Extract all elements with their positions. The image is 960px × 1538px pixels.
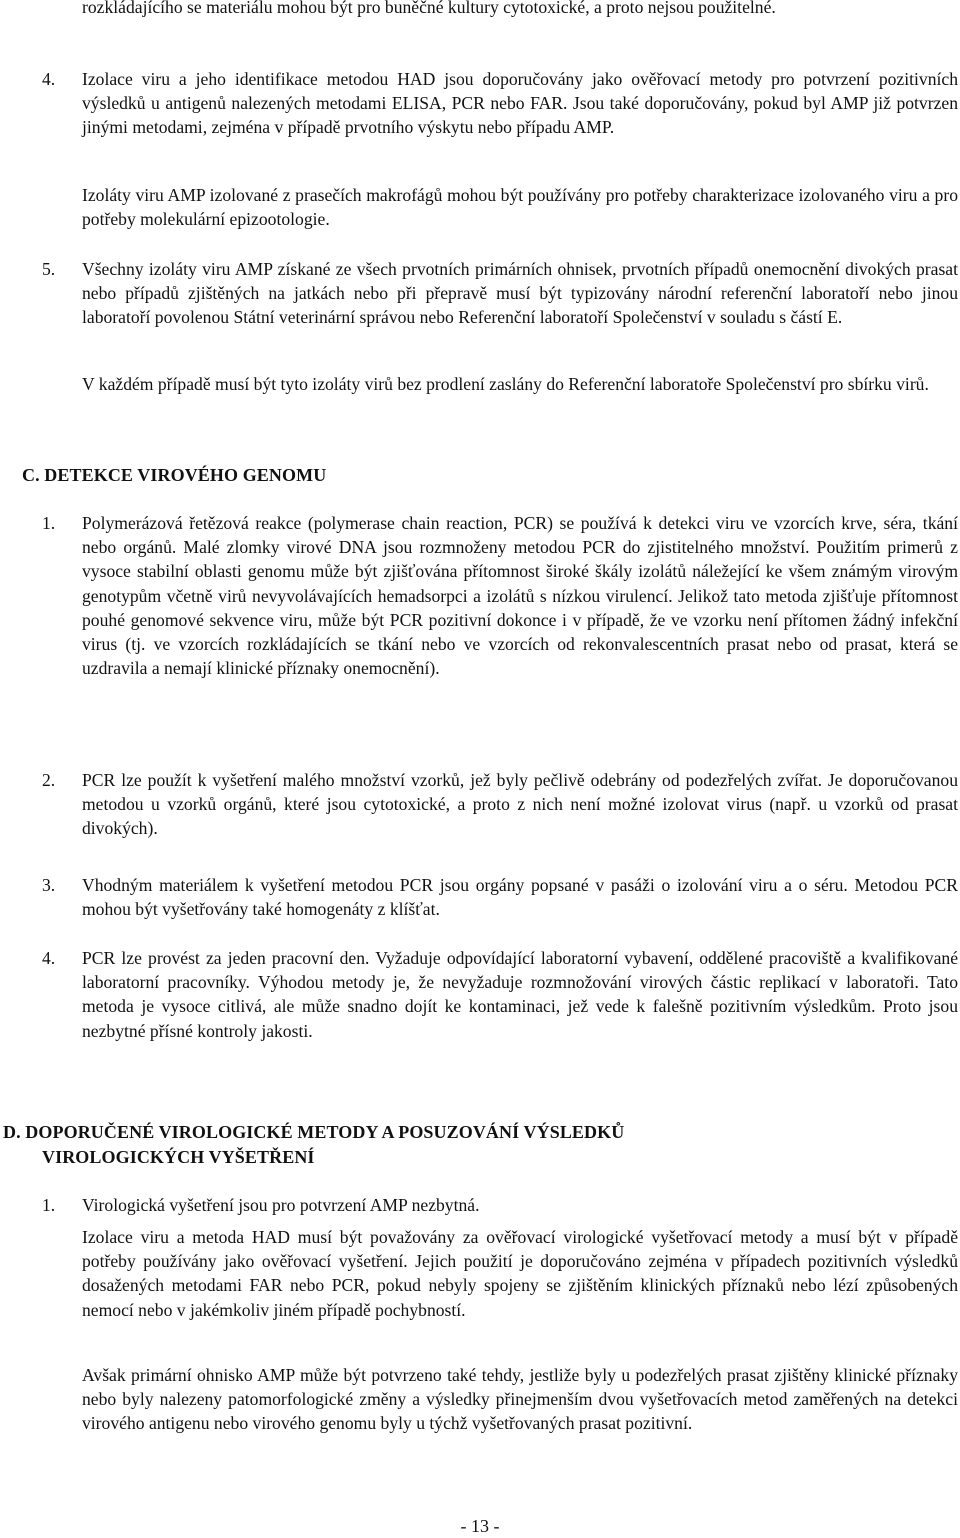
- list-item-paragraph: Izolace viru a jeho identifikace metodou HAD jsou doporučovány jako ověřovací metody pro potvrzení pozitivních výsledků u antigenů nalezených metodami ELISA, PCR nebo FAR. Jsou také doporučovány, pokud byl AMP již potvrzen jinými metodami, zejména v případě prvotního výskytu nebo případu AMP.: [82, 69, 958, 138]
- section-heading: D. DOPORUČENÉ VIROLOGICKÉ METODY A POSUZOVÁNÍ VÝSLEDKŮ: [3, 1122, 625, 1142]
- page-number: - 13 -: [460, 1516, 500, 1536]
- list-item-paragraph: Avšak primární ohnisko AMP může být potvrzeno také tehdy, jestliže byly u podezřelých prasat zjištěny klinické příznaky nebo byly nalezeny patomorfologické změny a výsledky přinejmenším dvou vyšetřovacích metod zaměřených na detekci virového antigenu nebo virového genomu byly u týchž vyšetřovaných prasat pozitivní.: [82, 1365, 958, 1434]
- list-number: 5.: [42, 259, 56, 279]
- list-item-paragraph: Izoláty viru AMP izolované z prasečích makrofágů mohou být používány pro potřeby charakterizace izolovaného viru a pro potřeby molekulární epizootologie.: [82, 185, 958, 230]
- section-heading-continued: VIROLOGICKÝCH VYŠETŘENÍ: [42, 1147, 315, 1167]
- list-item-paragraph: V každém případě musí být tyto izoláty virů bez prodlení zaslány do Referenční laboratoře Společenství pro sbírku virů.: [82, 374, 929, 394]
- list-item-paragraph: PCR lze použít k vyšetření malého množství vzorků, jež byly pečlivě odebrány od podezřelých zvířat. Je doporučovanou metodou u vzorků orgánů, které jsou cytotoxické, a proto z nich není možné izolovat virus (např. u vzorků od prasat divokých).: [82, 770, 958, 839]
- list-number: 1.: [42, 513, 56, 533]
- list-item-lead: Virologická vyšetření jsou pro potvrzení AMP nezbytná.: [82, 1195, 480, 1215]
- list-number: 1.: [42, 1195, 56, 1215]
- list-item-paragraph: Všechny izoláty viru AMP získané ze všech prvotních primárních ohnisek, prvotních případů onemocnění divokých prasat nebo případů zjištěných na jatkách nebo při přepravě musí být typizovány národní referenční laboratoří nebo jinou laboratoří povolenou Státní veterinární správou nebo Referenční laboratoří Společenství v souladu s částí E.: [82, 259, 958, 328]
- list-item-paragraph: PCR lze provést za jeden pracovní den. Vyžaduje odpovídající laboratorní vybavení, oddělené pracoviště a kvalifikované laboratorní pracovníky. Výhodou metody je, že nevyžaduje rozmnožování virových částic replikací v laboratoři. Tato metoda je vysoce citlivá, ale může snadno dojít ke kontaminaci, jež vede k falešně pozitivním výsledkům. Proto jsou nezbytné přísné kontroly jakosti.: [82, 948, 958, 1041]
- list-item-paragraph: Izolace viru a metoda HAD musí být považovány za ověřovací virologické vyšetřovací metody a musí být v případě potřeby používány jako ověřovací vyšetření. Jejich použití je doporučováno zejména v případech pozitivních výsledků dosažených metodami FAR nebo PCR, pokud nebyly spojeny se zjištěním klinických příznaků nebo lézí způsobených nemocí nebo v jakémkoliv jiném případě pochybností.: [82, 1227, 958, 1320]
- list-item-paragraph: Polymerázová řetězová reakce (polymerase chain reaction, PCR) se používá k detekci viru ve vzorcích krve, séra, tkání nebo orgánů. Malé zlomky virové DNA jsou rozmnoženy metodou PCR do zjistitelného množství. Použitím primerů z vysoce stabilní oblasti genomu může být zjišťována přítomnost široké škály izolátů náležející ke všem známým virovým genotypům včetně virů nevyvolávajících hemadsorpci a izolátů s nízkou virulencí. Jelikož tato metoda zjišťuje přítomnost pouhé genomové sekvence viru, může být PCR pozitivní dokonce i v případě, že ve vzorku není přítomen žádný infekční virus (tj. ve vzorcích rozkládajících se tkání nebo ve vzorcích od rekonvalescentních prasat nebo od prasat, která se uzdravila a nemají klinické příznaky onemocnění).: [82, 513, 958, 679]
- list-number: 4.: [42, 69, 56, 89]
- section-heading: C. DETEKCE VIROVÉHO GENOMU: [22, 465, 327, 485]
- list-number: 3.: [42, 875, 56, 895]
- list-number: 4.: [42, 948, 56, 968]
- intro-paragraph: rozkládajícího se materiálu mohou být pro buněčné kultury cytotoxické, a proto nejsou použitelné.: [82, 0, 776, 17]
- list-number: 2.: [42, 770, 56, 790]
- list-item-paragraph: Vhodným materiálem k vyšetření metodou PCR jsou orgány popsané v pasáži o izolování viru a o séru. Metodou PCR mohou být vyšetřovány také homogenáty z klíšťat.: [82, 875, 958, 920]
